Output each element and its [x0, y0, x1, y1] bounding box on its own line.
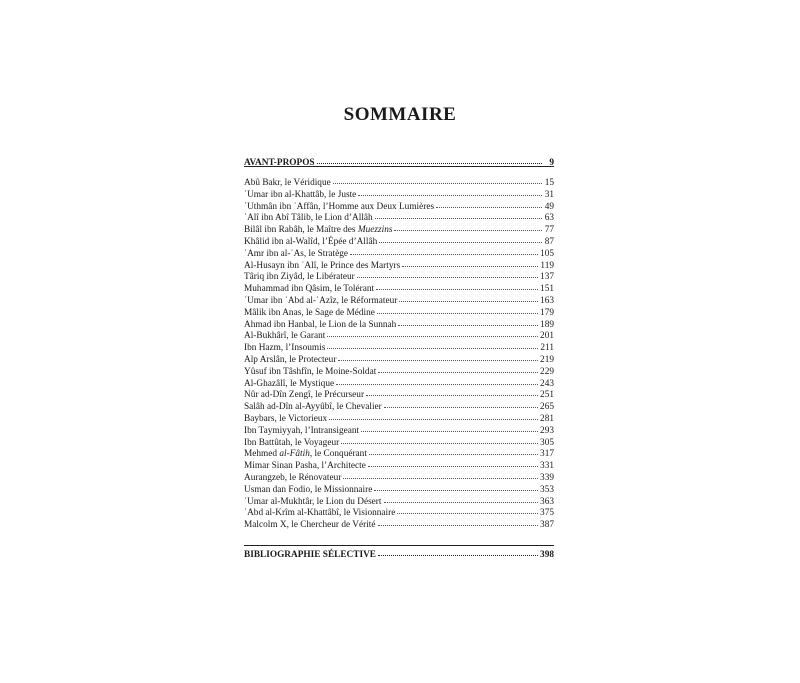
dot-leader: [384, 399, 538, 408]
toc-page-number: 331: [540, 461, 554, 472]
toc-page-number: 398: [540, 550, 554, 560]
toc-page-number: 243: [540, 378, 554, 389]
toc-page-number: 63: [544, 213, 554, 224]
toc-page-number: 211: [540, 343, 554, 354]
dot-leader: [374, 482, 538, 491]
dot-leader: [399, 293, 538, 302]
dot-leader: [350, 246, 538, 255]
toc-label: AVANT-PROPOS: [244, 158, 315, 168]
toc-row: [244, 518, 554, 531]
toc-label-italic: al-Fâtih: [279, 449, 310, 460]
toc-page-number: 293: [540, 425, 554, 436]
toc-page-number: 163: [540, 296, 554, 306]
toc-label: Al-Bukhârî, le Garant: [244, 331, 326, 342]
dot-leader: [398, 317, 538, 326]
dot-leader: [378, 364, 538, 373]
toc-label: ʿUmar ibn ʿAbd al-ʿAzîz, le Réformateur: [244, 296, 398, 306]
dot-leader: [327, 340, 538, 349]
toc-label: Ibn Battûtah, le Voyageur: [244, 437, 340, 448]
toc-label-part: Bilâl ibn Rabâh, le Maître des: [244, 225, 358, 236]
toc-label: ʿAmr ibn al-ʿAs, le Stratège: [244, 248, 349, 259]
dot-leader: [341, 435, 538, 444]
toc-label: Târiq ibn Ziyâd, le Libérateur: [244, 272, 355, 283]
dot-leader: [329, 411, 538, 420]
toc-label: Muhammad ibn Qâsim, le Tolérant: [244, 284, 375, 295]
dot-leader: [366, 387, 538, 396]
toc-page-number: 363: [540, 496, 554, 507]
toc-label-part: , le Conquérant: [309, 449, 367, 460]
toc-label: Baybars, le Victorieux: [244, 414, 328, 424]
toc-page-number: 179: [540, 307, 554, 318]
dot-leader: [378, 517, 539, 526]
toc-label: Yûsuf ibn Tâshfîn, le Moine-Soldat: [244, 366, 377, 377]
toc-page-number: 137: [540, 272, 554, 283]
toc-page-number: 151: [540, 284, 554, 295]
toc-page-number: 105: [540, 248, 554, 259]
toc-page-number: 317: [540, 449, 554, 460]
dot-leader: [327, 328, 538, 337]
toc-page-number: 77: [544, 225, 554, 236]
toc-label: Al-Husayn ibn ʿAlî, le Prince des Martyrs: [244, 260, 401, 271]
dot-leader: [333, 175, 542, 184]
toc-label: Salâh ad-Dîn al-Ayyûbî, le Chevalier: [244, 402, 382, 413]
toc-label: ʿUthmân ibn ʿAffân, l’Homme aux Deux Lumières: [244, 201, 435, 212]
toc-page-number: 375: [540, 508, 554, 519]
toc-page-number: 219: [540, 355, 554, 365]
dot-leader: [379, 234, 542, 243]
toc-label: Ibn Hazm, l’Insoumis: [244, 343, 326, 354]
dot-leader: [317, 155, 542, 164]
page-title: SOMMAIRE: [343, 104, 457, 125]
toc-page-number: 15: [544, 178, 554, 188]
dot-leader: [375, 210, 542, 219]
dot-leader: [376, 281, 538, 290]
toc-label: BIBLIOGRAPHIE SÉLECTIVE: [244, 550, 377, 560]
toc-label: Malcolm X, le Chercheur de Vérité: [244, 520, 376, 531]
toc-page-number: 339: [540, 473, 554, 483]
dot-leader: [436, 199, 542, 208]
dot-leader: [377, 305, 538, 314]
dot-leader: [361, 423, 538, 432]
toc-label-italic: Muezzins: [357, 225, 393, 236]
toc-label: ʿUmar al-Mukhtâr, le Lion du Désert: [244, 496, 382, 507]
toc-label: Alp Arslân, le Protecteur: [244, 355, 337, 365]
toc-page-number: 251: [540, 390, 554, 401]
toc-page-number: 31: [544, 189, 554, 200]
dot-leader: [336, 376, 538, 385]
toc-page-number: 49: [544, 201, 554, 212]
toc-page-number: 229: [540, 366, 554, 377]
dot-leader: [338, 352, 538, 361]
toc-page-number: 353: [540, 484, 554, 495]
dot-leader: [369, 446, 538, 455]
dot-leader: [378, 547, 538, 556]
toc-page-number: 9: [549, 158, 554, 168]
toc-label: Mâlik ibn Anas, le Sage de Médine: [244, 307, 375, 318]
dot-leader: [402, 258, 538, 267]
toc-label: Usman dan Fodio, le Missionnaire: [244, 484, 373, 495]
dot-leader: [384, 494, 539, 503]
toc-row-avant-propos: [244, 156, 554, 169]
dot-leader: [397, 505, 538, 514]
dot-leader: [358, 187, 542, 196]
toc-page-number: 305: [540, 437, 554, 448]
toc-page-number: 119: [540, 260, 554, 271]
toc-page-number: 265: [540, 402, 554, 413]
separator-top: [244, 166, 554, 167]
toc-page-number: 189: [540, 319, 554, 330]
toc-page-number: 387: [540, 520, 554, 531]
toc-label: Abû Bakr, le Véridique: [244, 178, 331, 188]
toc-label: Al-Ghazâlî, le Mystique: [244, 378, 335, 389]
toc-label: Aurangzeb, le Rénovateur: [244, 473, 342, 483]
toc-page-number: 87: [544, 237, 554, 247]
separator-bottom: [244, 545, 554, 546]
toc-label: Ahmad ibn Hanbal, le Lion de la Sunnah: [244, 319, 397, 330]
toc-page-number: 281: [540, 414, 554, 424]
dot-leader: [343, 470, 538, 479]
toc-label: Ibn Taymiyyah, l’Intransigeant: [244, 425, 360, 436]
toc-row-bibliographie: [244, 548, 554, 561]
toc-label: ʿAbd al-Krîm al-Khattâbî, le Visionnaire: [244, 508, 396, 519]
dot-leader: [394, 222, 542, 231]
dot-leader: [357, 269, 538, 278]
toc-label: Mimar Sinan Pasha, l’Architecte: [244, 461, 366, 472]
toc-label: Nûr ad-Dîn Zengî, le Précurseur: [244, 390, 365, 401]
toc-label-part: Mehmed: [244, 449, 280, 460]
dot-leader: [368, 458, 538, 467]
toc-label: ʿAlî ibn Abî Tâlib, le Lion d’Allâh: [244, 213, 373, 224]
toc-page-number: 201: [540, 331, 554, 342]
toc-label: Khâlid ibn al-Walîd, l’Épée d’Allâh: [244, 237, 378, 247]
toc-label: ʿUmar ibn al-Khattâb, le Juste: [244, 189, 357, 200]
